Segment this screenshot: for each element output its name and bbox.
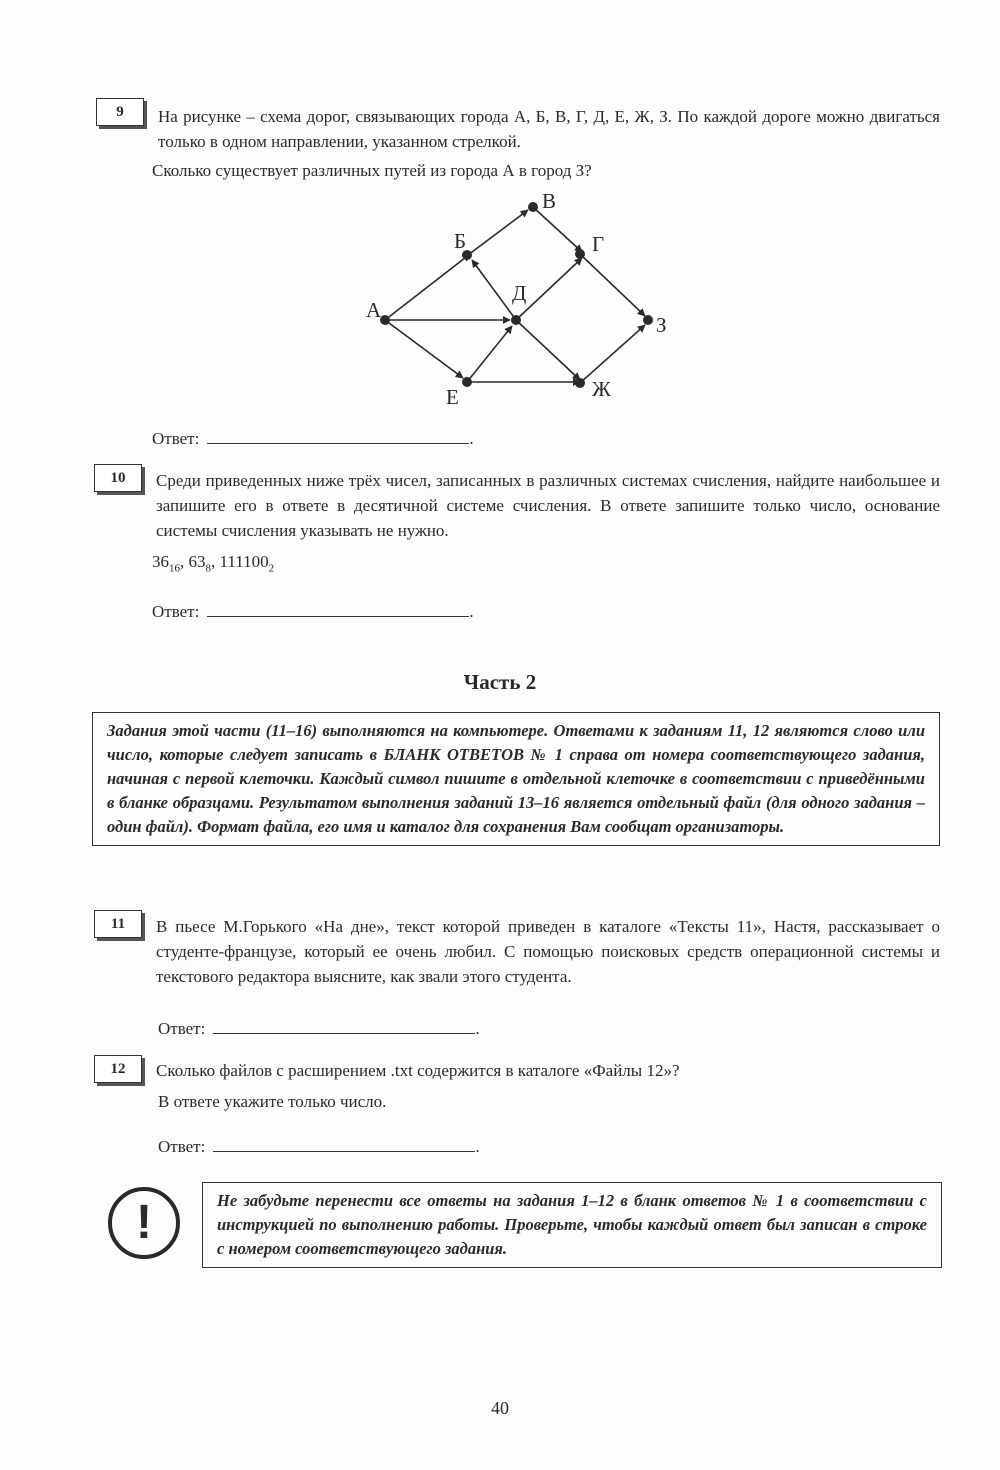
answer-label: Ответ: xyxy=(158,1137,206,1156)
node-g xyxy=(575,249,585,259)
answer-input-line[interactable] xyxy=(207,598,469,617)
answer-input-line[interactable] xyxy=(207,425,469,444)
task-9-text: На рисунке – схема дорог, связывающих города А, Б, В, Г, Д, Е, Ж, З. По каждой дороге можно двигаться только в одном направлении, указанном стрелкой. xyxy=(158,107,940,151)
node-e xyxy=(462,377,472,387)
page-number: 40 xyxy=(491,1398,509,1418)
edge-b-v xyxy=(468,210,528,255)
answer-input-line[interactable] xyxy=(213,1015,475,1034)
label-zh: Ж xyxy=(592,377,611,401)
node-zh xyxy=(575,378,585,388)
task-10-text: Среди приведенных ниже трёх чисел, записанных в различных системах счисления, найдите наибольшее и запишите его в ответе в десятичной системе счисления. В ответе запишите только число, основание системы счисления указывать не нужно. xyxy=(156,471,940,540)
exclamation-icon: ! xyxy=(108,1187,180,1259)
node-d xyxy=(511,315,521,325)
label-d: Д xyxy=(512,281,527,305)
answer-input-line[interactable] xyxy=(213,1133,475,1152)
node-a xyxy=(380,315,390,325)
node-v xyxy=(528,202,538,212)
part-2-instructions: Задания этой части (11–16) выполняются на компьютере. Ответами к заданиям 11, 12 являются слово или число, которые следует записать в БЛАНК ОТВЕТОВ № 1 справа от номера соответствующего задания, начиная с первой клеточки. Каждый символ пишите в отдельной клеточке в соответствии с приведёнными в бланке образцами. Результатом выполнения заданий 13–16 является отдельный файл (для одного задания – один файл). Формат файла, его имя и каталог для сохранения Вам сообщат организаторы. xyxy=(92,712,940,846)
task-10-answer: Ответ: . xyxy=(152,598,474,622)
task-12-text: Сколько файлов с расширением .txt содержится в каталоге «Файлы 12»? xyxy=(156,1061,680,1080)
label-v: В xyxy=(542,189,557,213)
task-number-12: 12 xyxy=(94,1055,142,1083)
answer-label: Ответ: xyxy=(158,1019,206,1038)
reminder-box: Не забудьте перенести все ответы на задания 1–12 в бланк ответов № 1 в соответствии с инструкцией по выполнению работы. Проверьте, чтобы каждый ответ был записан в строке с номером соответствующего задания. xyxy=(202,1182,942,1268)
task-number-10: 10 xyxy=(94,464,142,492)
answer-label: Ответ: xyxy=(152,429,200,448)
label-g: Г xyxy=(592,232,605,256)
answer-label: Ответ: xyxy=(152,602,200,621)
task-9-answer: Ответ: . xyxy=(152,425,474,449)
task-12-answer: Ответ: . xyxy=(158,1133,480,1157)
part-2-title: Часть 2 xyxy=(463,670,537,694)
task-11-answer: Ответ: . xyxy=(158,1015,480,1039)
edge-zh-z xyxy=(580,325,645,383)
edge-d-zh xyxy=(516,320,580,380)
task-10-numbers xyxy=(152,552,274,574)
number-2: $63_8$, xyxy=(188,552,220,575)
label-b: Б xyxy=(454,229,467,253)
label-e: Е xyxy=(446,385,459,409)
number-3: $111100_2$ xyxy=(219,552,275,575)
task-9-question: Сколько существует различных путей из города А в город З? xyxy=(152,161,592,180)
task-11-text: В пьесе М.Горького «На дне», текст которой приведен в каталоге «Тексты 11», Настя, рассказывает о студенте-французе, который ее очень любил. С помощью поисковых средств операционной системы и текстового редактора выясните, как звали этого студента. xyxy=(156,917,940,986)
edge-a-b xyxy=(385,254,470,320)
number-1: $36_{16}$, xyxy=(152,552,189,575)
edge-e-d xyxy=(467,326,512,382)
task-number-11: 11 xyxy=(94,910,142,938)
edge-d-b xyxy=(472,260,516,320)
road-graph-diagram xyxy=(0,180,1000,420)
edge-v-g xyxy=(533,207,582,252)
task-12-text-2: В ответе укажите только число. xyxy=(158,1092,387,1111)
edge-a-e xyxy=(385,320,463,378)
node-z xyxy=(643,315,653,325)
task-number-9: 9 xyxy=(96,98,144,126)
label-a: А xyxy=(366,298,382,322)
edge-g-z xyxy=(580,254,645,316)
label-z: З xyxy=(656,313,667,337)
